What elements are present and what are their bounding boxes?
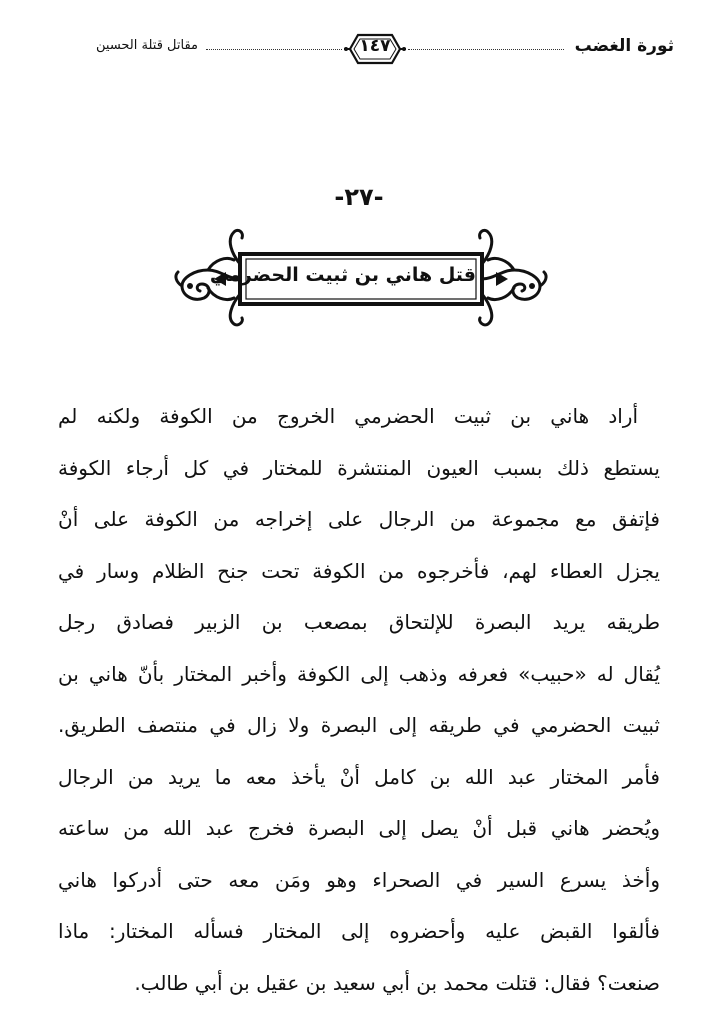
text-line: يُقال له «حبيب» فعرفه وذهب إلى الكوفة وأخبر المختار بأنّ هاني بن: [58, 661, 660, 686]
dotted-leader-left: [206, 49, 342, 50]
text-line: فأمر المختار عبد الله بن كامل أنْ يأخذ معه ما يريد من الرجال: [58, 764, 660, 789]
book-title: ثورة الغضب: [574, 36, 674, 56]
text-line: فألقوا القبض عليه وأحضروه إلى المختار فسأله المختار: ماذا: [58, 919, 660, 943]
text-line: فإتفق مع مجموعة من الرجال على إخراجه من الكوفة على أنْ: [58, 507, 660, 531]
text-line: يستطع ذلك بسبب العيون المنتشرة للمختار في كل أرجاء الكوفة: [58, 455, 660, 480]
chapter-number: -٢٧-: [334, 183, 384, 211]
text-line: وأخذ يسرع السير في الصحراء وهو ومَن معه حتى أدركوا هاني: [58, 867, 660, 892]
text-line: ثبيت الحضرمي في طريقه إلى البصرة ولا زال في منتصف الطريق.: [58, 713, 660, 737]
text-line: ويُحضر هاني قبل أنْ يصل إلى البصرة فخرج عبد الله من ساعته: [58, 816, 660, 840]
page-number-ornament: [342, 30, 408, 68]
text-line: طريقه يريد البصرة للإلتحاق بمصعب بن الزبير فصادق رجل: [58, 610, 660, 634]
text-line: صنعت؟ فقال: قتلت محمد بن أبي سعيد بن عقيل بن أبي طالب.: [134, 970, 660, 995]
text-line: أراد هاني بن ثبيت الحضرمي الخروج من الكوفة ولكنه لم: [58, 404, 638, 428]
dotted-leader-right: [408, 49, 564, 50]
chapter-title-frame: [168, 226, 554, 328]
body-text: [58, 396, 660, 1014]
page-number: ١٤٧: [359, 36, 391, 56]
section-title: مقاتل قتلة الحسين: [96, 38, 199, 53]
running-header: [0, 0, 718, 80]
text-line: يجزل العطاء لهم، فأخرجوه من الكوفة تحت جنح الظلام وسار في: [58, 558, 660, 583]
chapter-title: قتل هاني بن ثبيت الحضرمي: [209, 264, 476, 286]
